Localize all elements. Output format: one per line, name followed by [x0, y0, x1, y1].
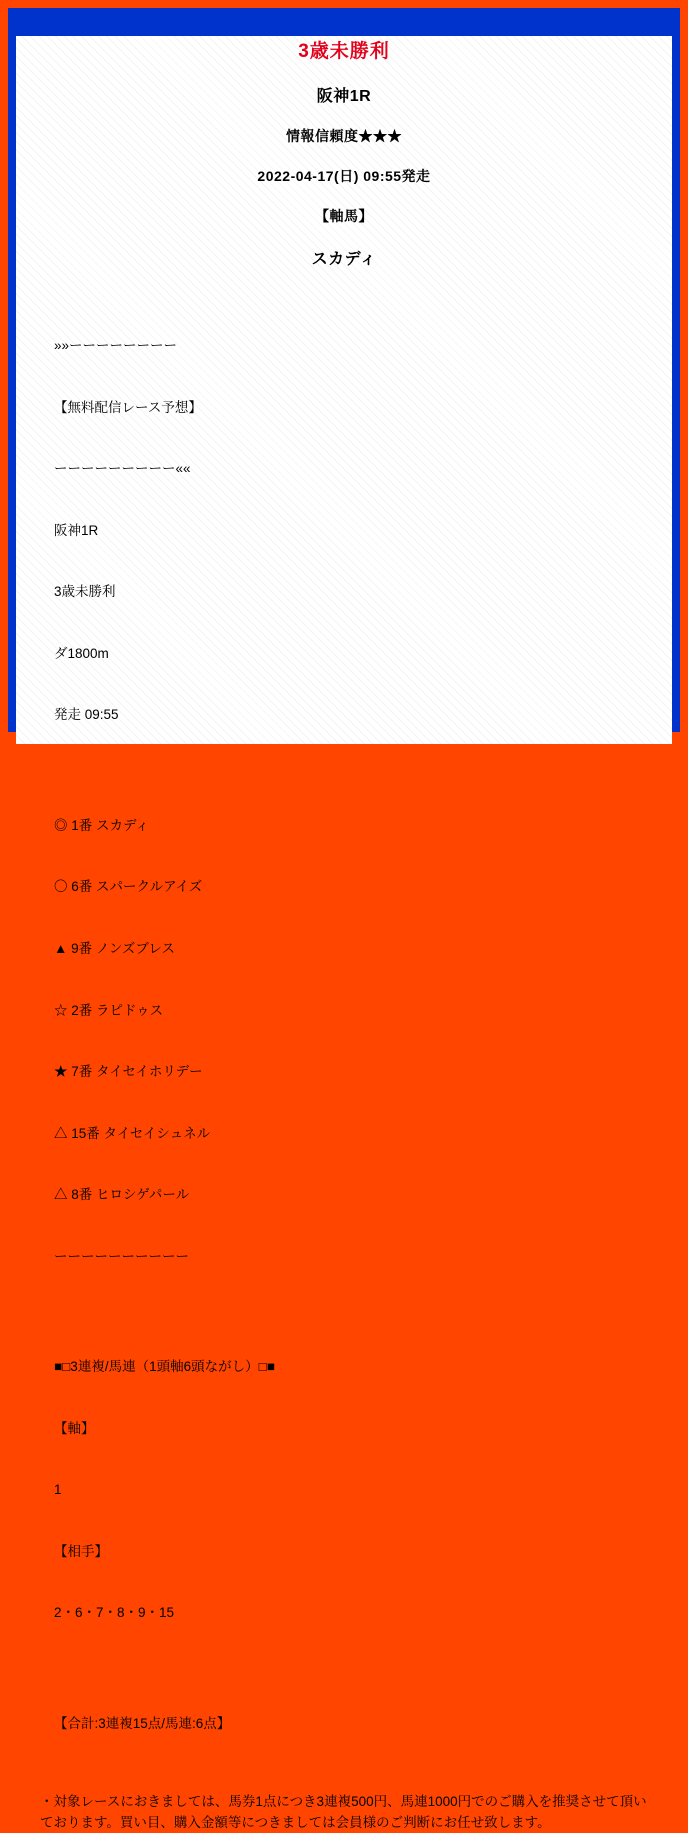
race-name-header: 阪神1R [316, 88, 372, 105]
pick-item: △ 15番 タイセイシュネル [54, 1125, 211, 1141]
prediction-body [16, 295, 672, 1776]
purchase-note: ・対象レースにおきましては、馬券1点につき3連複500円、馬連1000円でのご購入を推奨させて頂いております。買い目、購入金額等につきましては会員様のご判断にお任せ致します。 [40, 1793, 647, 1830]
inner-blue-frame [8, 8, 680, 1830]
axis-horse-label: 【軸馬】 [315, 208, 373, 224]
divider-under-title: ーーーーーーーーー«« [54, 461, 191, 477]
race-datetime: 2022-04-17(日) 09:55発走 [257, 168, 431, 184]
spacer [54, 767, 652, 775]
race-class: 3歳未勝利 [54, 584, 116, 600]
pick-item: 〇 6番 スパークルアイズ [54, 879, 203, 895]
axis-header: 【軸】 [54, 1420, 95, 1436]
axis-horse-name: スカディ [311, 251, 377, 268]
spacer [54, 1665, 652, 1673]
pick-item: △ 8番 ヒロシゲパール [54, 1187, 190, 1203]
race-name: 阪神1R [54, 522, 99, 538]
page-title: 3歳未勝利 [298, 41, 390, 62]
bet-type-header: ■□3連複/馬連（1頭軸6頭ながし）□■ [54, 1359, 275, 1375]
pick-item: ★ 7番 タイセイホリデー [54, 1064, 203, 1080]
partners-header: 【相手】 [54, 1543, 108, 1559]
race-start-time: 発走 09:55 [54, 707, 119, 723]
divider-top: »»ーーーーーーーー [54, 338, 178, 354]
document-page [16, 36, 672, 1830]
reliability-rating: 情報信頼度★★★ [286, 128, 402, 144]
pick-item: ◎ 1番 スカディ [54, 817, 149, 833]
section-title: 【無料配信レース予想】 [54, 399, 202, 415]
axis-value: 1 [54, 1482, 62, 1498]
divider-bottom: ーーーーーーーーーー [54, 1248, 189, 1264]
partners-value: 2・6・7・8・9・15 [54, 1605, 175, 1621]
race-course: ダ1800m [54, 645, 109, 661]
pick-item: ▲ 9番 ノンズブレス [54, 940, 175, 956]
spacer [54, 1308, 652, 1316]
bet-total: 【合計:3連複15点/馬連:6点】 [54, 1716, 231, 1732]
pick-item: ☆ 2番 ラピドゥス [54, 1002, 164, 1018]
